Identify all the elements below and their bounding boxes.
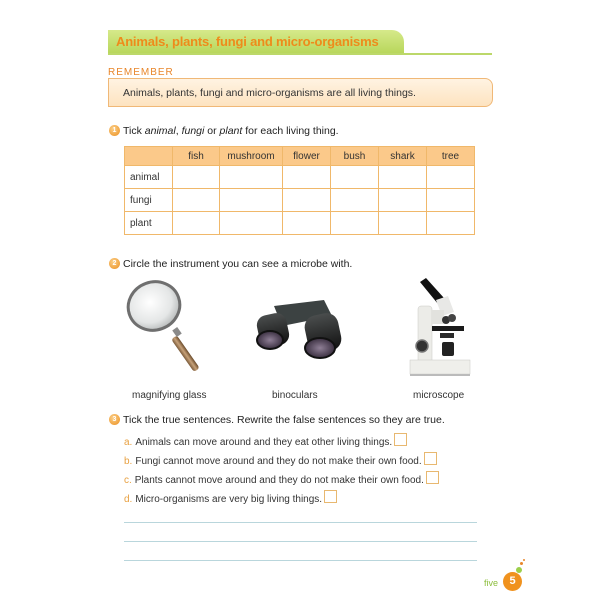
question-1-badge: 1 bbox=[109, 125, 120, 136]
row-label: animal bbox=[125, 166, 173, 189]
tick-cell[interactable] bbox=[379, 212, 427, 235]
header-divider bbox=[108, 53, 492, 55]
question-2-text: Circle the instrument you can see a microbe with. bbox=[123, 258, 353, 270]
writing-line[interactable] bbox=[124, 560, 477, 561]
decorative-dot bbox=[523, 559, 525, 561]
sentence-d bbox=[124, 490, 337, 505]
decorative-dot bbox=[520, 562, 523, 565]
sentence-c bbox=[124, 471, 439, 486]
remember-label: REMEMBER bbox=[108, 67, 174, 78]
q1-text-part: or bbox=[204, 125, 220, 137]
microscope-option[interactable] bbox=[406, 276, 472, 376]
tick-cell[interactable] bbox=[283, 189, 331, 212]
question-3-text: Tick the true sentences. Rewrite the false sentences so they are true. bbox=[123, 414, 445, 426]
page-number-word: five bbox=[484, 578, 499, 588]
table-header-cell: mushroom bbox=[220, 147, 283, 166]
table-header-cell bbox=[125, 147, 173, 166]
q1-text-part: Tick bbox=[123, 125, 145, 137]
writing-line[interactable] bbox=[124, 522, 477, 523]
sentence-letter: c. bbox=[124, 475, 132, 486]
tick-cell[interactable] bbox=[427, 212, 475, 235]
remember-text: Animals, plants, fungi and micro-organisms are all living things. bbox=[123, 87, 416, 99]
binoculars-option[interactable] bbox=[254, 296, 346, 360]
tick-cell[interactable] bbox=[331, 212, 379, 235]
q1-italic-animal: animal bbox=[144, 125, 176, 137]
sentence-text: Animals can move around and they eat other living things. bbox=[135, 437, 393, 448]
tick-box[interactable] bbox=[424, 452, 437, 465]
table-header-cell: bush bbox=[331, 147, 379, 166]
sentence-b bbox=[124, 452, 437, 467]
tick-cell[interactable] bbox=[283, 212, 331, 235]
instrument-label-magnifying-glass: magnifying glass bbox=[132, 390, 207, 401]
q1-italic-fungi: fungi bbox=[181, 125, 205, 137]
question-2-badge: 2 bbox=[109, 258, 120, 269]
tick-cell[interactable] bbox=[220, 212, 283, 235]
tick-box[interactable] bbox=[324, 490, 337, 503]
magnifying-glass-option[interactable] bbox=[124, 278, 214, 376]
tick-cell[interactable] bbox=[220, 166, 283, 189]
tick-cell[interactable] bbox=[331, 166, 379, 189]
q1-text-part: for each living thing. bbox=[242, 125, 339, 137]
page-number-badge: 5 bbox=[503, 572, 522, 591]
tick-cell[interactable] bbox=[379, 166, 427, 189]
tick-box[interactable] bbox=[394, 433, 407, 446]
tick-cell[interactable] bbox=[283, 166, 331, 189]
tick-cell[interactable] bbox=[173, 212, 220, 235]
table-header-cell: shark bbox=[379, 147, 427, 166]
classification-table bbox=[124, 146, 475, 235]
sentence-text: Fungi cannot move around and they do not make their own food. bbox=[135, 456, 422, 467]
instrument-label-binoculars: binoculars bbox=[272, 390, 318, 401]
tick-cell[interactable] bbox=[331, 189, 379, 212]
question-1-text bbox=[123, 125, 339, 137]
page-title: Animals, plants, fungi and micro-organisms bbox=[116, 34, 379, 49]
sentence-letter: b. bbox=[124, 456, 133, 467]
table-header-cell: fish bbox=[173, 147, 220, 166]
instrument-label-microscope: microscope bbox=[413, 390, 465, 401]
tick-cell[interactable] bbox=[427, 166, 475, 189]
sentence-text: Micro-organisms are very big living things. bbox=[135, 494, 323, 505]
tick-cell[interactable] bbox=[379, 189, 427, 212]
binoculars-icon bbox=[254, 296, 346, 360]
magnifying-glass-icon bbox=[124, 278, 214, 376]
sentence-text: Plants cannot move around and they do not make their own food. bbox=[134, 475, 424, 486]
table-header-cell: flower bbox=[283, 147, 331, 166]
row-label: fungi bbox=[125, 189, 173, 212]
tick-box[interactable] bbox=[426, 471, 439, 484]
table-header-cell: tree bbox=[427, 147, 475, 166]
sentence-letter: a. bbox=[124, 437, 133, 448]
tick-cell[interactable] bbox=[173, 166, 220, 189]
table-row bbox=[125, 189, 475, 212]
tick-cell[interactable] bbox=[220, 189, 283, 212]
microscope-icon bbox=[406, 276, 472, 376]
writing-line[interactable] bbox=[124, 541, 477, 542]
row-label: plant bbox=[125, 212, 173, 235]
tick-cell[interactable] bbox=[173, 189, 220, 212]
question-3-badge: 3 bbox=[109, 414, 120, 425]
table-header-row bbox=[125, 147, 475, 166]
table-row bbox=[125, 166, 475, 189]
q1-italic-plant: plant bbox=[219, 125, 243, 137]
sentence-a bbox=[124, 433, 407, 448]
q1-text-part: , bbox=[175, 125, 182, 137]
sentence-letter: d. bbox=[124, 494, 133, 505]
table-row bbox=[125, 212, 475, 235]
tick-cell[interactable] bbox=[427, 189, 475, 212]
